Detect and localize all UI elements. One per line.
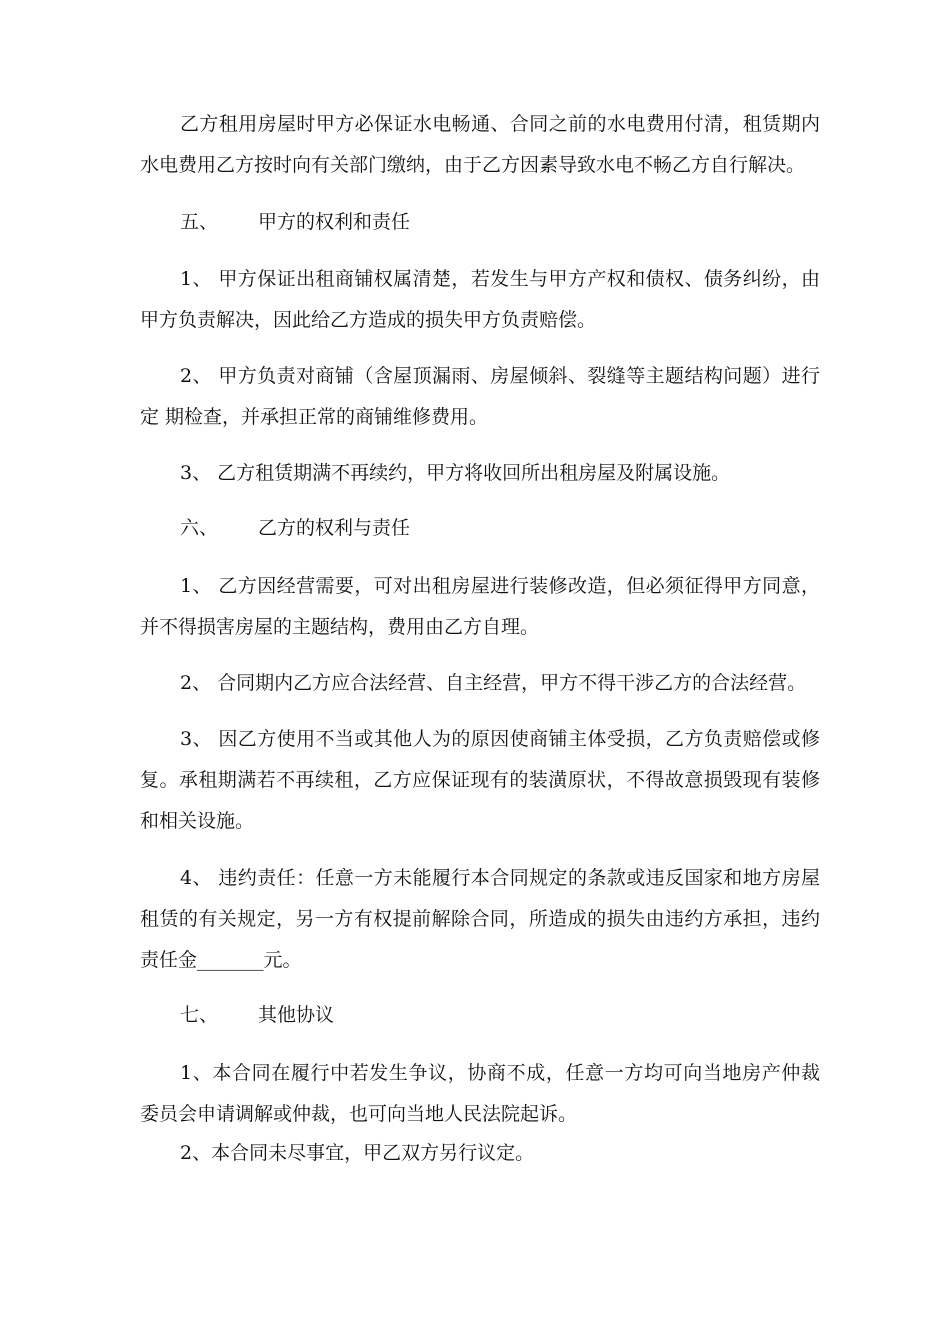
- paragraph-line: 3、 因乙方使用不当或其他人为的原因使商铺主体受损，乙方负责赔偿或修: [180, 728, 820, 750]
- paragraph-line: 乙方租用房屋时甲方必保证水电畅通、合同之前的水电费用付清，租赁期内: [180, 113, 820, 135]
- paragraph-line: 定 期检查，并承担正常的商铺维修费用。: [140, 406, 489, 428]
- section-title: 乙方的权利与责任: [258, 517, 411, 539]
- paragraph-line: 并不得损害房屋的主题结构，费用由乙方自理。: [140, 616, 540, 638]
- clause-6-2: [140, 663, 820, 704]
- clause-6-3: [140, 719, 820, 842]
- section-title: 其他协议: [258, 1004, 335, 1026]
- paragraph-utilities: [140, 104, 820, 186]
- section-title: 甲方的权利和责任: [258, 211, 411, 233]
- paragraph-line: 1、 甲方保证出租商铺权属清楚，若发生与甲方产权和债权、债务纠纷，由: [180, 268, 820, 290]
- section-heading-5: [180, 202, 410, 243]
- paragraph-line: 委员会申请调解或仲裁，也可向当地人民法院起诉。: [140, 1103, 578, 1125]
- paragraph-line: 责任金_______元。: [140, 949, 302, 971]
- clause-5-1: [140, 259, 820, 341]
- clause-5-2: [140, 356, 820, 438]
- section-heading-6: [180, 508, 410, 549]
- clause-7-1: [140, 1053, 820, 1135]
- paragraph-line: 甲方负责解决，因此给乙方造成的损失甲方负责赔偿。: [140, 309, 597, 331]
- paragraph-line: 1、本合同在履行中若发生争议，协商不成，任意一方均可向当地房产仲裁: [180, 1062, 820, 1084]
- section-heading-7: [180, 995, 334, 1036]
- paragraph-line: 2、 甲方负责对商铺（含屋顶漏雨、房屋倾斜、裂缝等主题结构问题）进行: [180, 365, 820, 387]
- paragraph-line: 2、 合同期内乙方应合法经营、自主经营，甲方不得干涉乙方的合法经营。: [180, 672, 807, 694]
- section-number: 六、: [180, 517, 219, 539]
- clause-6-4: [140, 858, 820, 981]
- paragraph-line: 复。承租期满若不再续租，乙方应保证现有的装潢原状，不得故意损毁现有装修: [140, 769, 820, 791]
- section-number: 七、: [180, 1004, 219, 1026]
- clause-5-3: [140, 453, 820, 494]
- section-number: 五、: [180, 211, 219, 233]
- paragraph-line: 4、 违约责任：任意一方未能履行本合同规定的条款或违反国家和地方房屋: [180, 867, 820, 889]
- paragraph-line: 1、 乙方因经营需要，可对出租房屋进行装修改造，但必须征得甲方同意，: [180, 575, 820, 597]
- paragraph-line: 和相关设施。: [140, 810, 255, 832]
- paragraph-line: 租赁的有关规定，另一方有权提前解除合同，所造成的损失由违约方承担，违约: [140, 908, 820, 930]
- paragraph-line: 3、 乙方租赁期满不再续约，甲方将收回所出租房屋及附属设施。: [180, 462, 731, 484]
- paragraph-line: 水电费用乙方按时向有关部门缴纳，由于乙方因素导致水电不畅乙方自行解决。: [140, 154, 806, 176]
- clause-6-1: [140, 566, 820, 648]
- clause-7-2: [140, 1133, 820, 1174]
- paragraph-line: 2、本合同未尽事宜，甲乙双方另行议定。: [180, 1142, 535, 1164]
